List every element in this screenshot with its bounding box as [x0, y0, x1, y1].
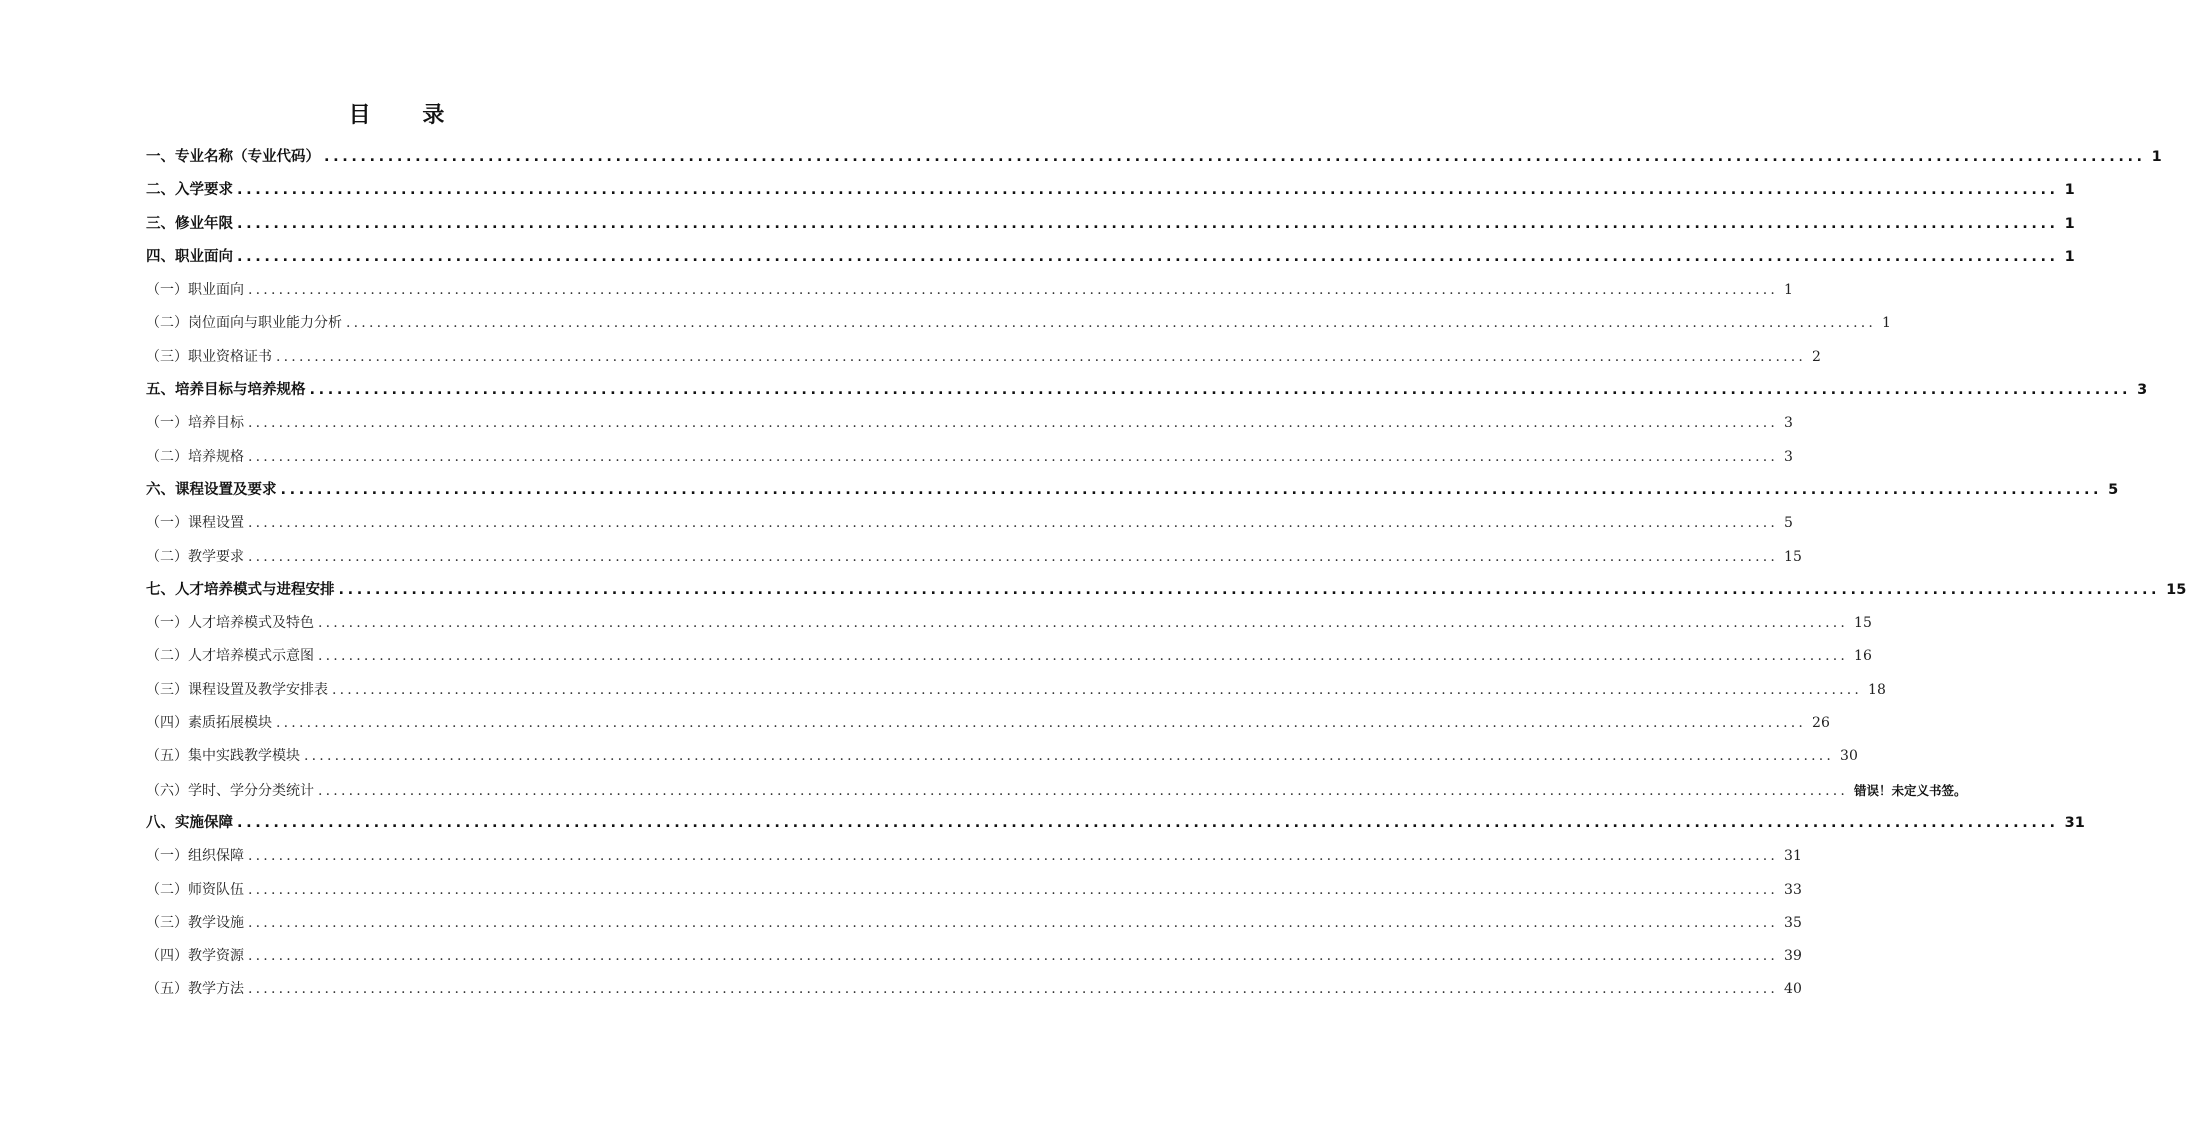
- toc-entry-section[interactable]: [146, 307, 1891, 340]
- table-of-contents: [146, 141, 2186, 1007]
- toc-entry-section[interactable]: [146, 507, 1793, 540]
- toc-entry-section[interactable]: [146, 940, 1802, 973]
- toc-entry-title: （二）培养规格: [146, 448, 244, 465]
- toc-dot-leader: ........................................................................................................................................................................................................: [346, 315, 1877, 332]
- toc-page-number: 35: [1784, 914, 1802, 931]
- toc-entry-title: （五）集中实践教学模块: [146, 748, 300, 765]
- toc-page-number: 31: [1784, 848, 1802, 865]
- toc-entry-title: （一）人才培养模式及特色: [146, 615, 314, 632]
- toc-page-number: 2: [1812, 348, 1821, 365]
- toc-page-number: 1: [2064, 215, 2075, 232]
- toc-entry-title: （一）职业面向: [146, 282, 244, 299]
- toc-dot-leader: ........................................................................................................................................................................................................: [248, 515, 1779, 532]
- toc-dot-leader: ........................................................................................................................................................................................................: [276, 715, 1807, 732]
- toc-entry-section[interactable]: [146, 840, 1802, 873]
- toc-entry-chapter[interactable]: [146, 241, 2075, 274]
- toc-entry-section[interactable]: [146, 607, 1872, 640]
- toc-entry-section[interactable]: [146, 407, 1793, 440]
- toc-page-number: 39: [1784, 948, 1802, 965]
- toc-entry-title: 七、人才培养模式与进程安排: [146, 581, 335, 598]
- toc-entry-title: （二）人才培养模式示意图: [146, 648, 314, 665]
- toc-entry-chapter[interactable]: [146, 174, 2075, 207]
- toc-entry-section[interactable]: [146, 907, 1802, 940]
- toc-entry-section[interactable]: [146, 341, 1821, 374]
- toc-entry-title: （五）教学方法: [146, 981, 244, 998]
- toc-dot-leader: ........................................................................................................................................................................................................: [237, 215, 2059, 232]
- toc-dot-leader: ........................................................................................................................................................................................................: [324, 149, 2146, 165]
- toc-page-number: 40: [1784, 981, 1802, 998]
- toc-dot-leader: ........................................................................................................................................................................................................: [304, 748, 1835, 765]
- toc-dot-leader: ........................................................................................................................................................................................................: [248, 948, 1779, 965]
- toc-page-number: 33: [1784, 881, 1802, 898]
- toc-entry-chapter[interactable]: [146, 374, 2148, 407]
- toc-page-number: 1: [2064, 248, 2075, 265]
- toc-dot-leader: ........................................................................................................................................................................................................: [248, 914, 1779, 931]
- toc-page-number: 15: [1854, 615, 1872, 632]
- toc-entry-title: 二、入学要求: [146, 182, 233, 199]
- toc-entry-title: 三、修业年限: [146, 215, 233, 232]
- toc-entry-section[interactable]: [146, 707, 1830, 740]
- toc-page-number: 3: [1784, 415, 1793, 432]
- toc-entry-title: 一、专业名称（专业代码）: [146, 149, 320, 165]
- toc-dot-leader: ........................................................................................................................................................................................................: [280, 481, 2103, 498]
- toc-entry-chapter[interactable]: [146, 807, 2085, 840]
- toc-page-error: 错误！未定义书签。: [1854, 782, 1967, 798]
- toc-dot-leader: ........................................................................................................................................................................................................: [248, 848, 1779, 865]
- toc-page-number: 3: [2137, 382, 2148, 399]
- toc-page-number: 3: [1784, 448, 1793, 465]
- toc-entry-chapter[interactable]: [146, 474, 2119, 507]
- toc-dot-leader: ........................................................................................................................................................................................................: [248, 548, 1779, 565]
- toc-entry-title: （三）教学设施: [146, 914, 244, 931]
- toc-dot-leader: ........................................................................................................................................................................................................: [338, 581, 2161, 598]
- toc-entry-title: （三）职业资格证书: [146, 348, 272, 365]
- toc-entry-title: 四、职业面向: [146, 248, 233, 265]
- toc-entry-section[interactable]: [146, 441, 1793, 474]
- toc-entry-title: 八、实施保障: [146, 814, 233, 831]
- toc-dot-leader: ........................................................................................................................................................................................................: [248, 415, 1779, 432]
- toc-entry-section[interactable]: [146, 973, 1802, 1006]
- toc-page-number: 16: [1854, 648, 1872, 665]
- toc-page-number: 1: [1784, 282, 1793, 299]
- toc-entry-section[interactable]: [146, 541, 1802, 574]
- toc-dot-leader: ........................................................................................................................................................................................................: [248, 448, 1779, 465]
- toc-page-number: 15: [2166, 581, 2186, 598]
- toc-entry-title: （一）课程设置: [146, 515, 244, 532]
- toc-entry-title: （四）教学资源: [146, 948, 244, 965]
- toc-page-number: 1: [1882, 315, 1891, 332]
- toc-page-number: 5: [1784, 515, 1793, 532]
- toc-page-number: 31: [2064, 814, 2085, 831]
- toc-page-number: 1: [2064, 182, 2075, 199]
- toc-entry-title: （一）组织保障: [146, 848, 244, 865]
- toc-page-number: 30: [1840, 748, 1858, 765]
- toc-entry-chapter[interactable]: [146, 208, 2075, 241]
- toc-dot-leader: ........................................................................................................................................................................................................: [318, 648, 1849, 665]
- toc-entry-title: （二）教学要求: [146, 548, 244, 565]
- toc-entry-title: 六、课程设置及要求: [146, 481, 277, 498]
- toc-entry-title: （六）学时、学分分类统计: [146, 782, 314, 799]
- toc-dot-leader: ........................................................................................................................................................................................................: [248, 282, 1779, 299]
- toc-entry-title: （三）课程设置及教学安排表: [146, 681, 328, 698]
- toc-entry-section[interactable]: [146, 674, 1886, 707]
- toc-dot-leader: ........................................................................................................................................................................................................: [318, 782, 1849, 799]
- toc-entry-title: （二）岗位面向与职业能力分析: [146, 315, 342, 332]
- toc-dot-leader: ........................................................................................................................................................................................................: [332, 681, 1863, 698]
- toc-page-number: 5: [2108, 481, 2119, 498]
- toc-entry-chapter[interactable]: [146, 141, 2162, 174]
- toc-entry-section[interactable]: [146, 874, 1802, 907]
- toc-entry-section[interactable]: [146, 274, 1793, 307]
- toc-entry-title: （一）培养目标: [146, 415, 244, 432]
- toc-entry-title: （四）素质拓展模块: [146, 715, 272, 732]
- toc-entry-chapter[interactable]: [146, 574, 2186, 607]
- toc-entry-section[interactable]: [146, 774, 1967, 807]
- toc-dot-leader: ........................................................................................................................................................................................................: [309, 382, 2132, 399]
- toc-entry-title: （二）师资队伍: [146, 881, 244, 898]
- toc-entry-title: 五、培养目标与培养规格: [146, 382, 306, 399]
- toc-dot-leader: ........................................................................................................................................................................................................: [237, 182, 2059, 199]
- toc-page-number: 1: [2151, 149, 2162, 165]
- toc-page-number: 15: [1784, 548, 1802, 565]
- toc-dot-leader: ........................................................................................................................................................................................................: [248, 881, 1779, 898]
- toc-page-number: 18: [1868, 681, 1886, 698]
- toc-page-number: 26: [1812, 715, 1830, 732]
- toc-dot-leader: ........................................................................................................................................................................................................: [318, 615, 1849, 632]
- toc-dot-leader: ........................................................................................................................................................................................................: [237, 814, 2059, 831]
- toc-dot-leader: ........................................................................................................................................................................................................: [276, 348, 1807, 365]
- toc-dot-leader: ........................................................................................................................................................................................................: [248, 981, 1779, 998]
- toc-title: 目 录: [348, 103, 467, 128]
- toc-dot-leader: ........................................................................................................................................................................................................: [237, 248, 2059, 265]
- toc-entry-section[interactable]: [146, 740, 1858, 773]
- toc-entry-section[interactable]: [146, 640, 1872, 673]
